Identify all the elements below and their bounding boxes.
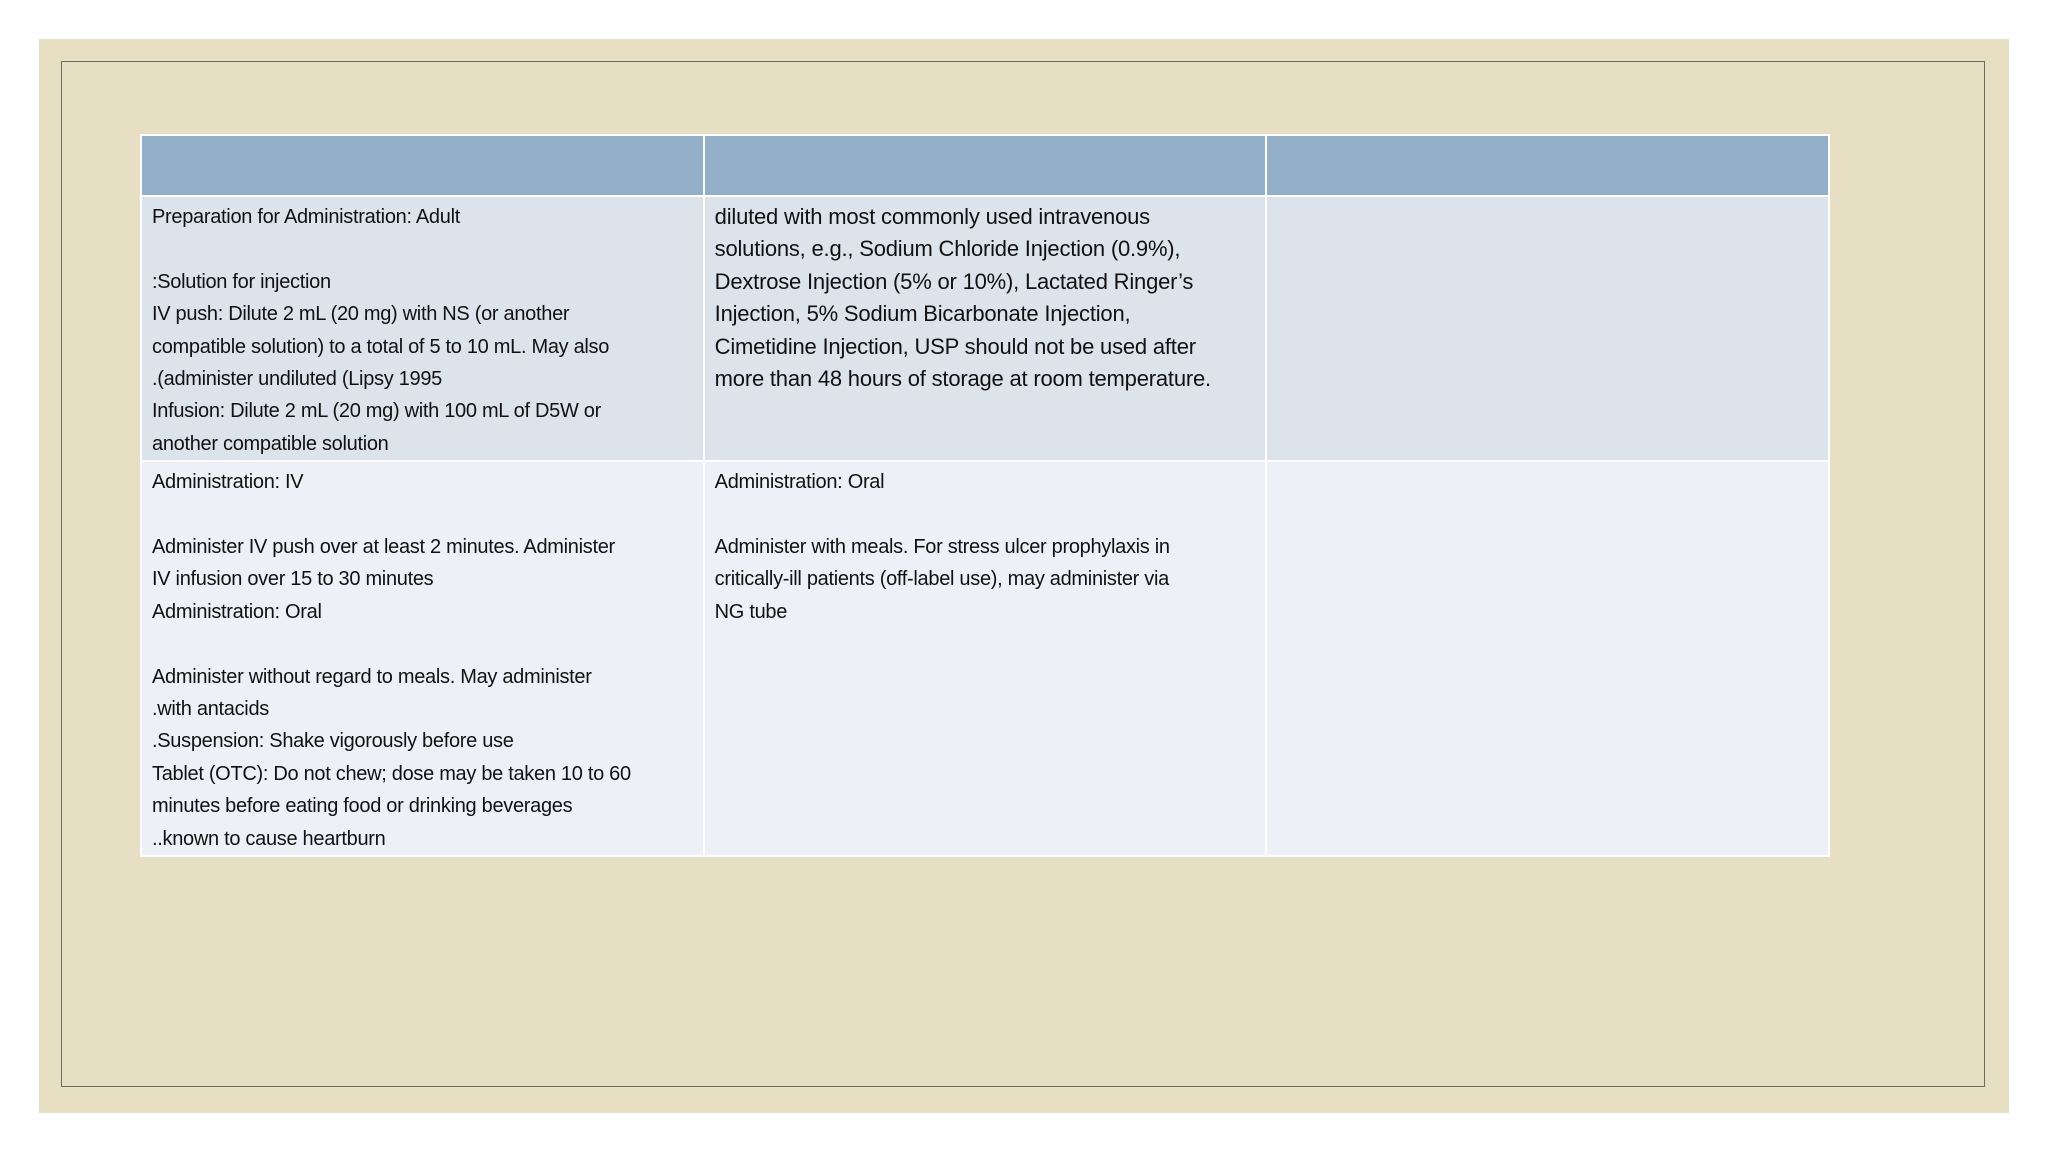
cell-text-line: Cimetidine Injection, USP should not be used after [714, 333, 1196, 359]
cell-text-line: Dextrose Injection (5% or 10%), Lactated Ringer’s [714, 268, 1194, 294]
cell-text-line: IV infusion over 15 to 30 minutes [152, 568, 434, 591]
cell-text-line: solutions, e.g., Sodium Chloride Injection (0.9%), [714, 236, 1181, 262]
cell-text-line: Tablet (OTC): Do not chew; dose may be taken 10 to 60 [152, 762, 631, 785]
table-cell [704, 196, 1267, 461]
cell-text-line: ..known to cause heartburn [152, 827, 386, 850]
table-cell [704, 461, 1267, 856]
cell-text-line: Administration: IV [152, 471, 304, 494]
cell-text-line: Infusion: Dilute 2 mL (20 mg) with 100 mL of D5W or [152, 400, 601, 423]
table-row [141, 196, 1829, 461]
table-cell [1266, 461, 1829, 856]
cell-text-line: more than 48 hours of storage at room temperature. [714, 366, 1211, 392]
header-cell [704, 135, 1267, 196]
cell-text-line: diluted with most commonly used intravenous [714, 204, 1150, 229]
cell-text-line: IV push: Dilute 2 mL (20 mg) with NS (or another [152, 303, 570, 326]
cell-text-line: Administer without regard to meals. May administer [152, 665, 592, 688]
cell-text-line: Administer IV push over at least 2 minutes. Administer [152, 536, 615, 559]
cell-text-line: critically-ill patients (off-label use), may administer via [714, 568, 1169, 591]
cell-text-line: Preparation for Administration: Adult [152, 206, 460, 228]
table-cell [1266, 196, 1829, 461]
table-cell [141, 196, 704, 461]
cell-text-line: Administration: Oral [152, 600, 322, 623]
header-cell [1266, 135, 1829, 196]
table-row [141, 461, 1829, 856]
administration-table [140, 134, 1830, 857]
cell-text-line [715, 499, 1256, 531]
cell-text-line: .with antacids [152, 698, 269, 721]
cell-text-line: Injection, 5% Sodium Bicarbonate Injection, [714, 301, 1131, 327]
cell-text-line: minutes before eating food or drinking beverages [152, 795, 573, 818]
cell-text-line: NG tube [714, 600, 788, 623]
cell-text-line [152, 628, 693, 660]
header-row [141, 135, 1829, 196]
cell-text-line [152, 499, 693, 531]
header-cell [141, 135, 704, 196]
cell-text-line: .Suspension: Shake vigorously before use [152, 730, 514, 753]
cell-text-line: Administration: Oral [714, 471, 885, 494]
cell-text-line: Administer with meals. For stress ulcer prophylaxis in [714, 536, 1170, 559]
cell-text-line [152, 233, 693, 265]
table-cell [141, 461, 704, 856]
cell-text-line: .(administer undiluted (Lipsy 1995 [152, 368, 442, 391]
cell-text-line: another compatible solution [152, 432, 389, 455]
cell-text-line: compatible solution) to a total of 5 to 10 mL. May also [152, 335, 610, 358]
cell-text-line: :Solution for injection [152, 270, 331, 293]
